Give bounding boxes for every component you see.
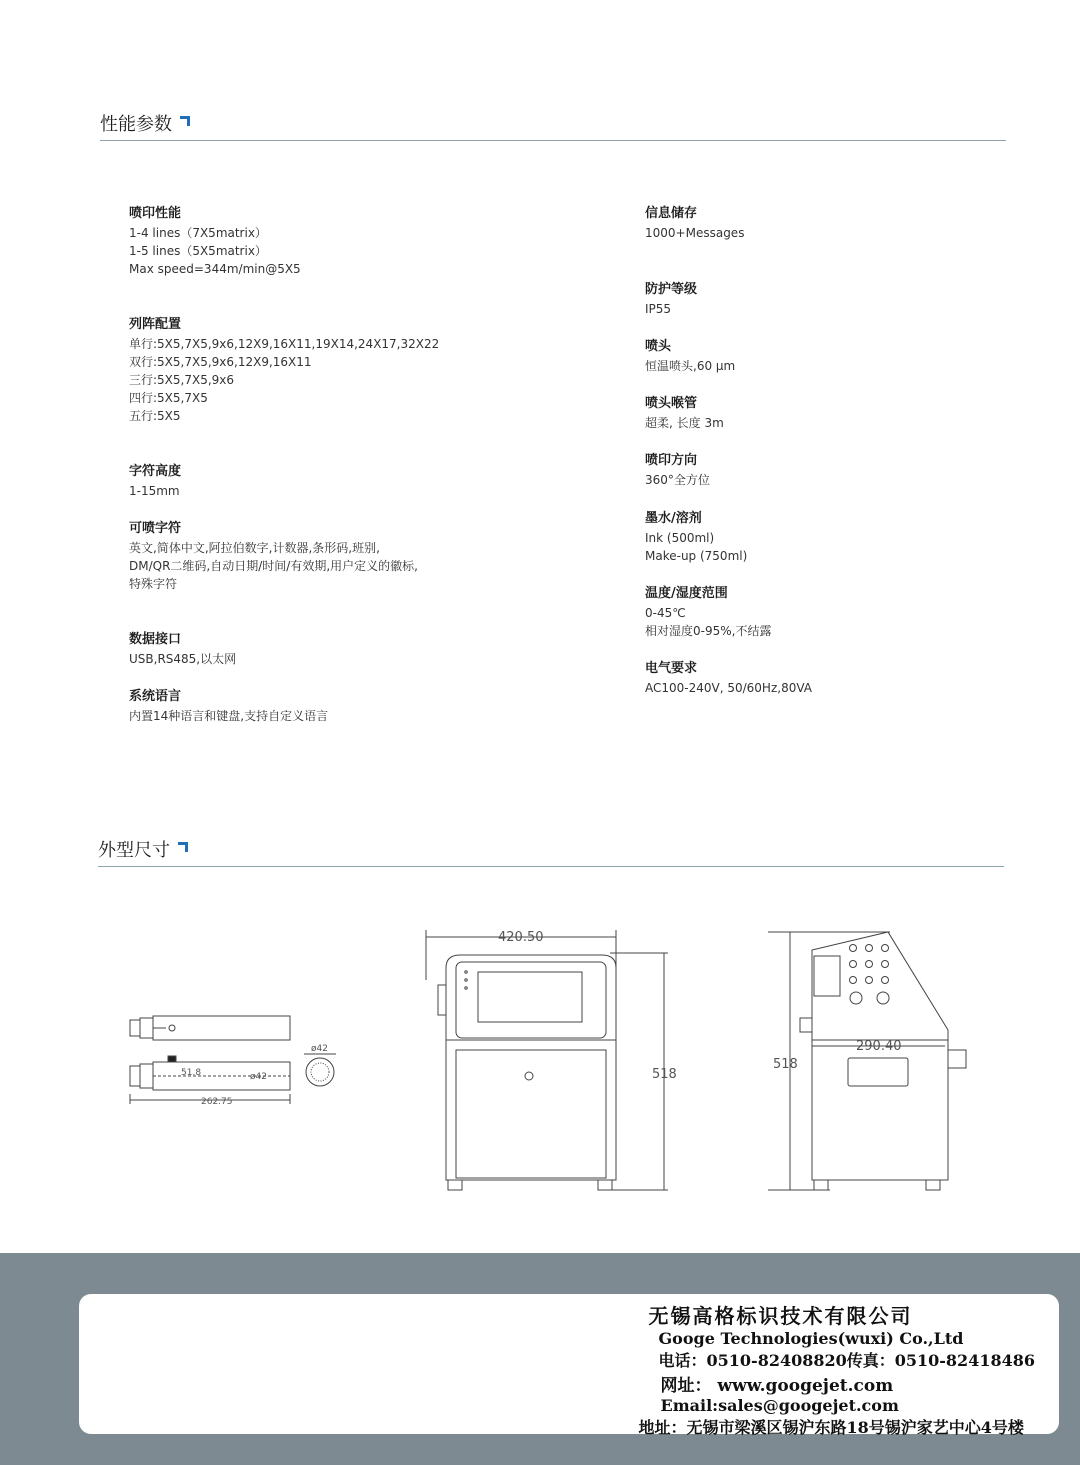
- spec-line: 英文,简体中文,阿拉伯数字,计数器,条形码,班别,: [129, 541, 380, 555]
- spec-line: 特殊字符: [129, 577, 178, 591]
- spec-line: AC100-240V, 50/60Hz,80VA: [645, 681, 812, 695]
- spec-line: USB,RS485,以太网: [129, 652, 237, 666]
- email-link[interactable]: Email:sales@googejet.com: [660, 1396, 899, 1415]
- spec-heading: 列阵配置: [129, 317, 182, 332]
- spec-line: 五行:5X5: [129, 409, 181, 423]
- front-view-drawing: [426, 930, 668, 1190]
- company-name-en: Googe Technologies(wuxi) Co.,Ltd: [658, 1329, 964, 1348]
- spec-item: [645, 205, 744, 242]
- spec-line: 恒温喷头,60 μm: [645, 359, 736, 373]
- spec-line: Ink (500ml): [645, 531, 715, 545]
- corner-mark-icon: [180, 116, 190, 126]
- spec-item: [645, 281, 697, 318]
- company-name-cn: 无锡高格标识技术有限公司: [648, 1304, 913, 1328]
- spec-heading: 喷头喉管: [645, 396, 698, 411]
- spec-heading: 喷印性能: [129, 206, 182, 221]
- printhead-drawing: [130, 1016, 336, 1104]
- spec-line: 360°全方位: [645, 473, 710, 487]
- section-title: 外型尺寸: [98, 840, 170, 861]
- spec-line: 1-15mm: [129, 484, 180, 498]
- corner-mark-icon: [178, 842, 188, 852]
- dim-side-depth: 290.40: [856, 1039, 902, 1054]
- spec-heading: 墨水/溶剂: [645, 511, 702, 526]
- spec-line: IP55: [645, 302, 672, 316]
- spec-line: 1000+Messages: [645, 226, 745, 240]
- section-header-dimensions: [98, 834, 1004, 867]
- spec-item: [645, 660, 812, 697]
- spec-heading: 系统语言: [129, 689, 182, 704]
- spec-item: [129, 631, 236, 668]
- spec-heading: 电气要求: [645, 661, 698, 676]
- section-title: 性能参数: [100, 114, 172, 135]
- spec-line: 0-45℃: [645, 606, 686, 620]
- dim-front-height: 518: [652, 1067, 677, 1082]
- spec-item: [129, 463, 181, 500]
- spec-item: [645, 452, 710, 489]
- footer-card: [79, 1294, 1059, 1437]
- spec-item: [129, 205, 301, 278]
- spec-item: [645, 338, 735, 375]
- spec-heading: 可喷字符: [129, 521, 182, 536]
- spec-line: 1-4 lines（7X5matrix）: [129, 226, 267, 240]
- spec-item: [645, 395, 724, 432]
- phone-fax: 电话：0510-82408820传真：0510-82418486: [658, 1351, 1035, 1370]
- dim-head-length: 262.75: [201, 1097, 233, 1107]
- spec-line: Max speed=344m/min@5X5: [129, 262, 301, 276]
- spec-heading: 字符高度: [129, 464, 182, 479]
- spec-heading: 信息储存: [645, 206, 698, 221]
- spec-line: Make-up (750ml): [645, 549, 748, 563]
- spec-heading: 喷头: [645, 339, 672, 354]
- spec-line: 四行:5X5,7X5: [129, 391, 208, 405]
- spec-heading: 数据接口: [129, 632, 182, 647]
- spec-item: [129, 316, 439, 425]
- dim-head-diameter: ø42: [250, 1072, 267, 1082]
- spec-line: 单行:5X5,7X5,9x6,12X9,16X11,19X14,24X17,32X22: [129, 337, 440, 351]
- address: 地址：无锡市梁溪区锡沪东路18号锡沪家艺中心4号楼: [638, 1418, 1024, 1437]
- contact-block: [639, 1300, 1035, 1438]
- spec-line: 1-5 lines（5X5matrix）: [129, 244, 267, 258]
- dim-head-518: 51.8: [181, 1068, 202, 1078]
- spec-item: [645, 585, 771, 640]
- spec-line: 双行:5X5,7X5,9x6,12X9,16X11: [129, 355, 312, 369]
- spec-line: 内置14种语言和键盘,支持自定义语言: [129, 709, 329, 723]
- spec-line: 超柔, 长度 3m: [645, 416, 724, 430]
- spec-heading: 喷印方向: [645, 453, 698, 468]
- dim-head-end-diameter: ø42: [311, 1044, 328, 1054]
- dim-side-height: 518: [773, 1057, 798, 1072]
- spec-item: [129, 688, 328, 725]
- dim-front-width: 420.50: [498, 930, 544, 945]
- spec-line: 三行:5X5,7X5,9x6: [129, 373, 235, 387]
- section-header-performance: [100, 108, 1006, 141]
- spec-item: [129, 520, 418, 593]
- website-link[interactable]: 网址： www.googejet.com: [660, 1376, 894, 1396]
- spec-item: [645, 510, 747, 565]
- spec-line: 相对湿度0-95%,不结露: [645, 624, 772, 638]
- spec-heading: 温度/湿度范围: [645, 586, 728, 601]
- dimension-drawings: [0, 900, 1080, 1220]
- spec-line: DM/QR二维码,自动日期/时间/有效期,用户定义的徽标,: [129, 559, 418, 573]
- spec-heading: 防护等级: [645, 282, 698, 297]
